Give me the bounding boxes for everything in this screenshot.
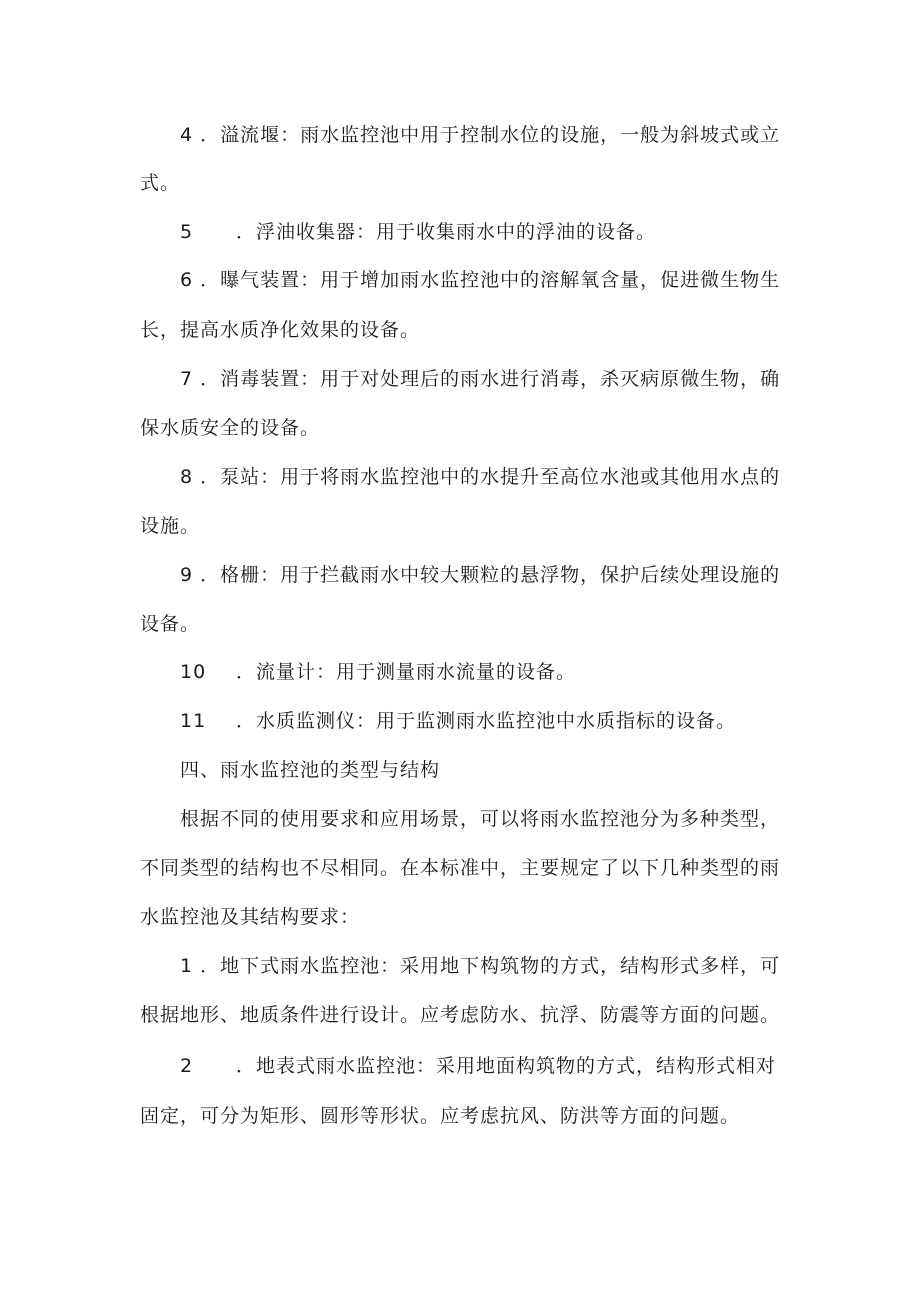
intro-line-1: 根据不同的使用要求和应用场景，可以将雨水监控池分为多种类型， [180, 808, 781, 830]
item-number: 1 [180, 955, 194, 977]
item-4-line-1 [180, 123, 840, 147]
type-2-line-1 [180, 1054, 840, 1078]
section-heading: 四、雨水监控池的类型与结构 [180, 759, 441, 781]
item-text: ．溢流堰：雨水监控池中用于控制水位的设施，一般为斜坡式或立 [200, 124, 781, 146]
item-6-line-1 [180, 268, 840, 292]
item-text: ．消毒装置：用于对处理后的雨水进行消毒，杀灭病原微生物，确 [200, 368, 781, 390]
item-text: ．水质监测仪：用于监测雨水监控池中水质指标的设备。 [236, 710, 737, 732]
item-number: 11 [180, 710, 207, 732]
item-9-line-2: 设备。 [140, 613, 201, 635]
item-number: 9 [180, 564, 194, 586]
item-9-line-1 [180, 563, 840, 587]
intro-line-2: 不同类型的结构也不尽相同。在本标准中，主要规定了以下几种类型的雨 [140, 857, 781, 879]
item-text: ．地表式雨水监控池：采用地面构筑物的方式，结构形式相对 [236, 1055, 777, 1077]
item-text: ．地下式雨水监控池：采用地下构筑物的方式，结构形式多样，可 [200, 955, 781, 977]
item-number: 6 [180, 269, 194, 291]
item-4-line-2: 式。 [140, 172, 181, 194]
item-8-line-1 [180, 465, 840, 489]
item-5-line-1 [180, 220, 840, 244]
type-2-line-2: 固定，可分为矩形、圆形等形状。应考虑抗风、防洪等方面的问题。 [140, 1105, 741, 1127]
type-1-line-2: 根据地形、地质条件进行设计。应考虑防水、抗浮、防震等方面的问题。 [140, 1004, 781, 1026]
item-number: 4 [180, 124, 194, 146]
intro-line-3: 水监控池及其结构要求： [140, 906, 361, 928]
item-10-line-1 [180, 660, 840, 684]
item-number: 8 [180, 466, 194, 488]
item-text: ．泵站：用于将雨水监控池中的水提升至高位水池或其他用水点的 [200, 466, 781, 488]
item-number: 7 [180, 368, 194, 390]
item-number: 5 [180, 221, 194, 243]
item-11-line-1 [180, 709, 840, 733]
item-7-line-2: 保水质安全的设备。 [140, 417, 321, 439]
item-number: 2 [180, 1055, 194, 1077]
item-text: ．曝气装置：用于增加雨水监控池中的溶解氧含量，促进微生物生 [200, 269, 781, 291]
item-text: ．格栅：用于拦截雨水中较大颗粒的悬浮物，保护后续处理设施的 [200, 564, 781, 586]
item-text: ．浮油收集器：用于收集雨水中的浮油的设备。 [236, 221, 657, 243]
item-6-line-2: 长，提高水质净化效果的设备。 [140, 319, 421, 341]
item-number: 10 [180, 661, 207, 683]
item-8-line-2: 设施。 [140, 515, 201, 537]
type-1-line-1 [180, 954, 840, 978]
item-text: ．流量计：用于测量雨水流量的设备。 [236, 661, 577, 683]
item-7-line-1 [180, 367, 840, 391]
